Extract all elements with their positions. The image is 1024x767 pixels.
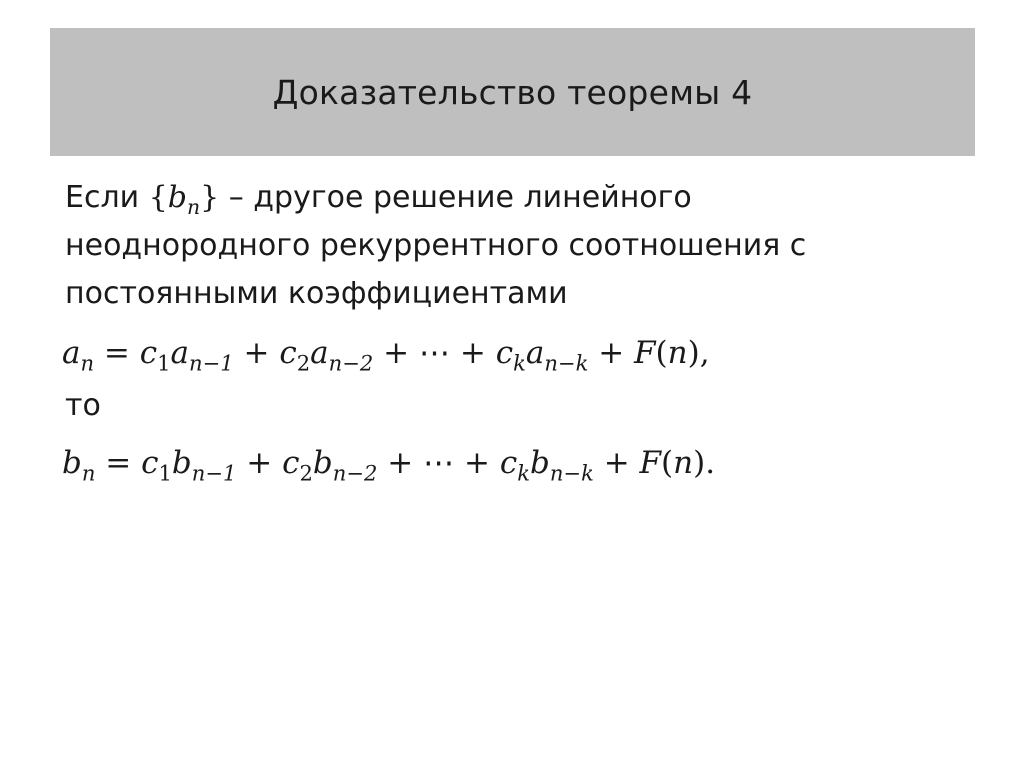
eq-b-coef-k-sub: k <box>517 460 530 486</box>
sequence-open-brace: { <box>148 180 168 215</box>
eq-a-term-2: a <box>310 335 329 371</box>
eq-a-coef-2-sub: 2 <box>296 350 311 376</box>
eq-a-term-k-sub: n−k <box>544 350 589 376</box>
eq-b-term-2-sub: n−2 <box>332 460 378 486</box>
eq-b-equals: = <box>95 445 142 481</box>
eq-a-plus-3: + <box>588 335 635 371</box>
eq-a-lhs-sub: n <box>80 350 95 376</box>
eq-b-term-2: b <box>312 445 333 481</box>
eq-a-end-punct: , <box>699 335 710 371</box>
paragraph-line-1 <box>65 178 692 218</box>
eq-b-coef-1-sub: 1 <box>158 460 172 486</box>
equation-b <box>62 443 716 486</box>
eq-a-term-1: a <box>170 335 190 371</box>
eq-a-term-2-sub: n−2 <box>328 350 374 376</box>
sequence-close-brace: } <box>200 180 220 215</box>
eq-a-equals: = <box>94 335 140 371</box>
eq-a-function-arg: n <box>667 335 688 371</box>
eq-a-ellipsis: + ⋯ + <box>373 335 496 371</box>
eq-a-function: F <box>634 335 656 371</box>
eq-b-plus-1: + <box>236 445 283 481</box>
eq-a-coef-k-sub: k <box>513 350 526 376</box>
paragraph-line-3: постоянными коэффициентами <box>65 276 568 311</box>
eq-a-coef-1-sub: 1 <box>157 350 171 376</box>
eq-b-end-punct: . <box>705 445 716 481</box>
eq-b-plus-3: + <box>593 445 640 481</box>
eq-b-term-k: b <box>529 445 550 481</box>
eq-a-paren-open: ( <box>655 335 668 371</box>
eq-b-term-k-sub: n−k <box>549 460 594 486</box>
eq-a-coef-2: c <box>279 335 297 371</box>
eq-b-term-1: b <box>171 445 192 481</box>
eq-b-function-arg: n <box>673 445 694 481</box>
eq-b-coef-2: c <box>282 445 300 481</box>
eq-a-coef-k: c <box>495 335 514 371</box>
eq-b-lhs: b <box>62 445 82 481</box>
eq-b-paren-close: ) <box>693 445 706 481</box>
eq-a-coef-1: c <box>139 335 158 371</box>
equation-a <box>62 333 710 376</box>
paragraph-line-2: неоднородного рекуррентного соотношения с <box>65 228 807 263</box>
eq-b-term-1-sub: n−1 <box>191 460 237 486</box>
eq-b-lhs-sub: n <box>81 460 96 486</box>
sequence-subscript: n <box>186 195 201 220</box>
eq-a-term-1-sub: n−1 <box>189 350 234 376</box>
word-then: то <box>65 388 101 423</box>
eq-b-ellipsis: + ⋯ + <box>377 445 500 481</box>
eq-b-function: F <box>639 445 662 481</box>
eq-b-coef-k: c <box>499 445 518 481</box>
slide-title-bar <box>50 28 975 156</box>
eq-a-lhs: a <box>62 335 81 371</box>
paragraph-prefix: Если <box>65 180 149 215</box>
eq-b-coef-2-sub: 2 <box>299 460 313 486</box>
paragraph-suffix: – другое решение линейного <box>219 180 692 215</box>
eq-b-coef-1: c <box>141 445 159 481</box>
eq-a-plus-1: + <box>233 335 280 371</box>
eq-a-paren-close: ) <box>687 335 700 371</box>
eq-a-term-k: a <box>525 335 545 371</box>
eq-b-paren-open: ( <box>661 445 674 481</box>
sequence-variable: b <box>167 180 187 215</box>
slide-title: Доказательство теоремы 4 <box>272 72 753 112</box>
